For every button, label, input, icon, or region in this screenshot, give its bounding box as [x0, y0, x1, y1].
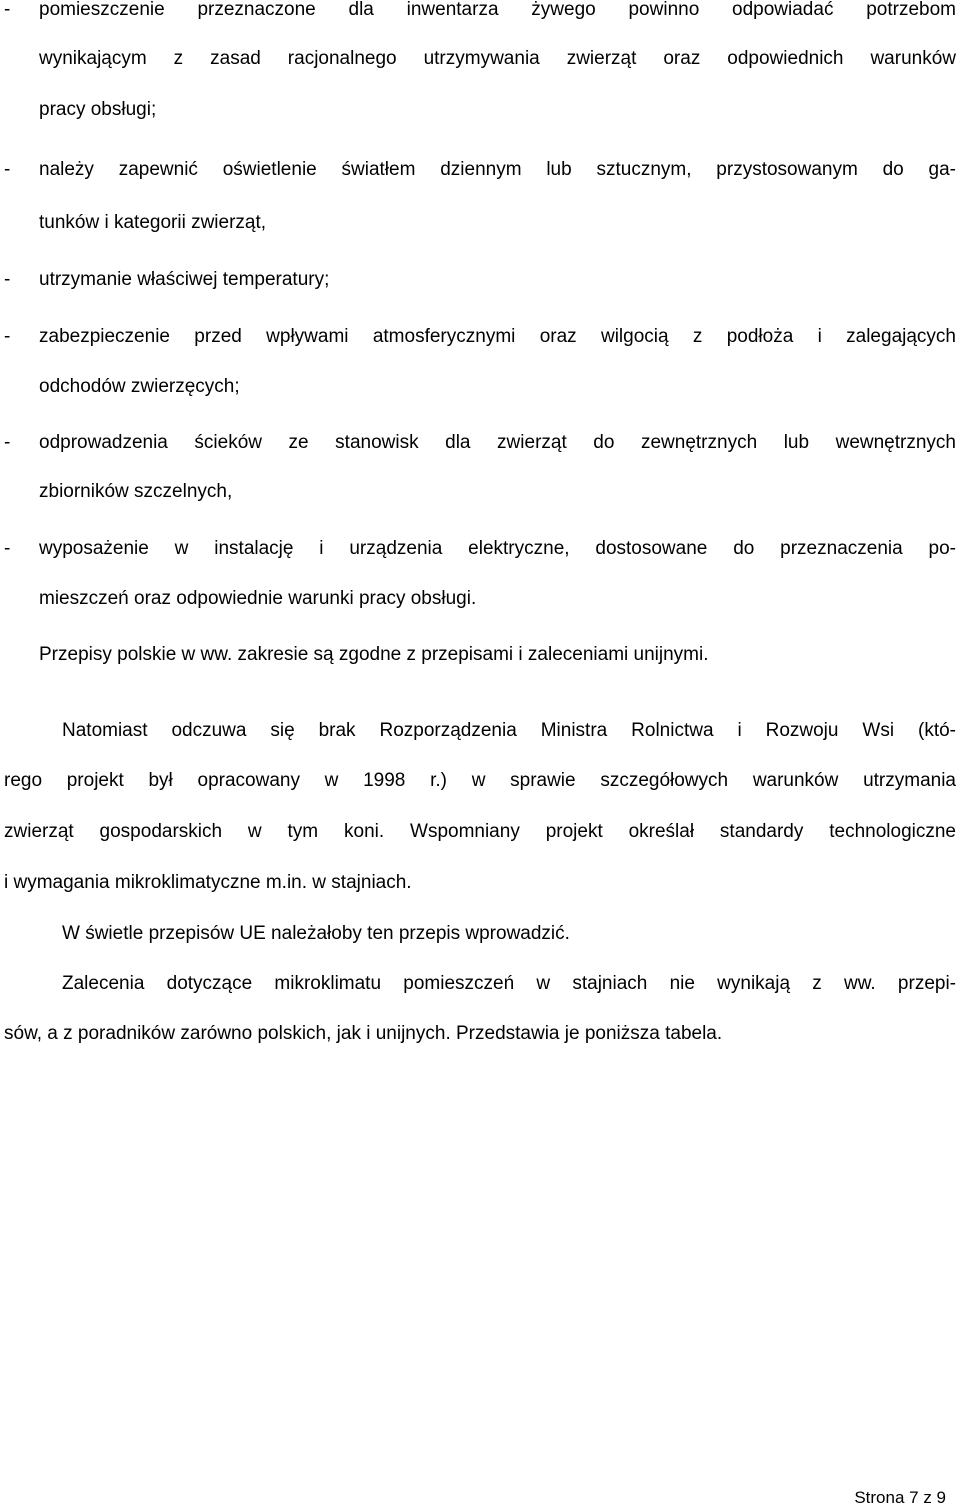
list-item-5-line-2: zbiorników szczelnych,	[39, 481, 233, 502]
list-bullet: -	[4, 326, 11, 347]
list-item-5-line-1: odprowadzenia ścieków ze stanowisk dla zwierząt do zewnętrznych lub wewnętrznych	[39, 432, 956, 453]
list-item-1-line-1: pomieszczenie przeznaczone dla inwentarza żywego powinno odpowiadać potrzebom	[39, 0, 956, 20]
paragraph-1-line-1: Natomiast odczuwa się brak Rozporządzenia Ministra Rolnictwa i Rozwoju Wsi (któ-	[62, 720, 956, 741]
list-item-6-line-1: wyposażenie w instalację i urządzenia elektryczne, dostosowane do przeznaczenia po-	[39, 538, 956, 559]
list-bullet: -	[4, 269, 11, 290]
list-item-2-line-2: tunków i kategorii zwierząt,	[39, 212, 267, 233]
regulation-note: Przepisy polskie w ww. zakresie są zgodne z przepisami i zaleceniami unijnymi.	[39, 644, 709, 665]
list-item-4-line-1: zabezpieczenie przed wpływami atmosferycznymi oraz wilgocią z podłoża i zalegających	[39, 326, 956, 347]
paragraph-2-line-1: W świetle przepisów UE należałoby ten przepis wprowadzić.	[62, 923, 570, 944]
list-item-4-line-2: odchodów zwierzęcych;	[39, 376, 240, 397]
paragraph-3-line-1: Zalecenia dotyczące mikroklimatu pomieszczeń w stajniach nie wynikają z ww. przepi-	[62, 973, 956, 994]
list-item-6-line-2: mieszczeń oraz odpowiednie warunki pracy obsługi.	[39, 588, 477, 609]
list-bullet: -	[4, 0, 11, 20]
page-number: Strona 7 z 9	[854, 1488, 946, 1507]
paragraph-1-line-3: zwierząt gospodarskich w tym koni. Wspomniany projekt określał standardy technologiczne	[4, 821, 956, 842]
list-item-2-line-1: należy zapewnić oświetlenie światłem dziennym lub sztucznym, przystosowanym do ga-	[39, 159, 956, 180]
list-bullet: -	[4, 159, 11, 180]
list-item-3-line-1: utrzymanie właściwej temperatury;	[39, 269, 330, 290]
paragraph-3-line-2: sów, a z poradników zarówno polskich, jak i unijnych. Przedstawia je poniższa tabela.	[4, 1023, 723, 1044]
paragraph-1-line-4: i wymagania mikroklimatyczne m.in. w stajniach.	[4, 872, 412, 893]
paragraph-1-line-2: rego projekt był opracowany w 1998 r.) w sprawie szczegółowych warunków utrzymania	[4, 770, 956, 791]
list-item-1-line-2: wynikającym z zasad racjonalnego utrzymywania zwierząt oraz odpowiednich warunków	[39, 48, 956, 69]
list-bullet: -	[4, 432, 11, 453]
list-bullet: -	[4, 538, 11, 559]
list-item-1-line-3: pracy obsługi;	[39, 99, 157, 120]
